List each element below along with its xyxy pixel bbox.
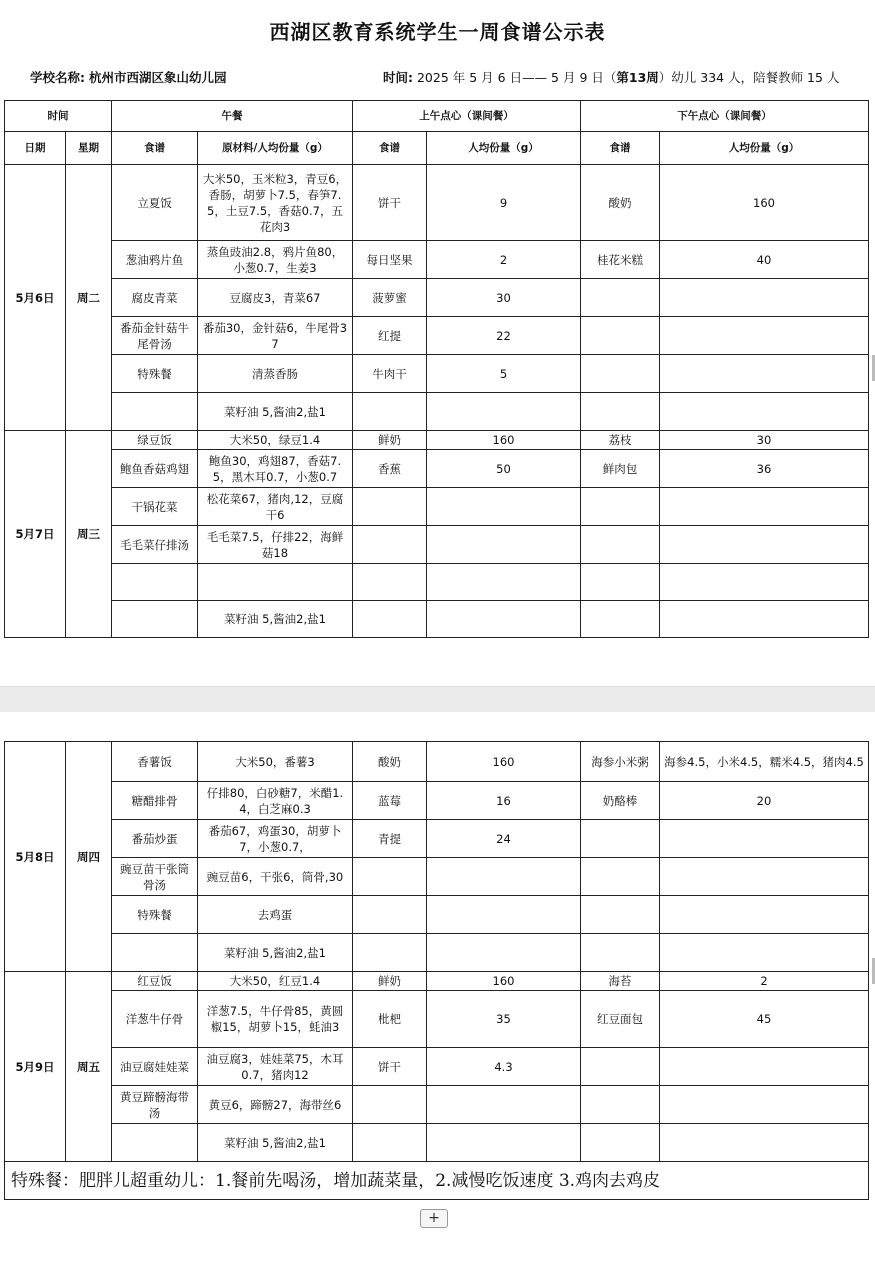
menu-row [5, 896, 869, 934]
menu-row [5, 355, 869, 393]
pm-snack [581, 601, 660, 638]
lunch-dish: 干锅花菜 [112, 488, 198, 526]
lunch-dish: 糖醋排骨 [112, 782, 198, 820]
menu-row [5, 601, 869, 638]
pm-amount [660, 393, 869, 431]
am-snack: 每日坚果 [353, 241, 427, 279]
lunch-ingredients [198, 564, 353, 601]
am-snack: 酸奶 [353, 742, 427, 782]
menu-row [5, 1048, 869, 1086]
menu-row [5, 488, 869, 526]
am-snack [353, 488, 427, 526]
lunch-ingredients: 毛毛菜7.5，仔排22，海鲜菇18 [198, 526, 353, 564]
lunch-ingredients: 清蒸香肠 [198, 355, 353, 393]
note-row [5, 1162, 869, 1200]
lunch-ingredients: 大米50，绿豆1.4 [198, 431, 353, 450]
pm-snack: 奶酪棒 [581, 782, 660, 820]
pm-amount [660, 858, 869, 896]
lunch-ingredients: 豌豆苗6，干张6，筒骨,30 [198, 858, 353, 896]
date-cell: 5月9日 [5, 972, 66, 1162]
pm-amount [660, 601, 869, 638]
lunch-dish [112, 601, 198, 638]
head-counts: ）幼儿 334 人，陪餐教师 15 人 [658, 70, 840, 85]
am-snack [353, 564, 427, 601]
pm-snack [581, 934, 660, 972]
header-pm-snack: 下午点心（课间餐） [581, 101, 869, 132]
menu-row [5, 393, 869, 431]
am-snack: 饼干 [353, 1048, 427, 1086]
school-label: 学校名称: [30, 70, 85, 85]
am-snack [353, 393, 427, 431]
pm-amount: 40 [660, 241, 869, 279]
am-amount [427, 896, 581, 934]
pm-snack: 荔枝 [581, 431, 660, 450]
lunch-dish: 豌豆苗干张筒骨汤 [112, 858, 198, 896]
lunch-dish: 香薯饭 [112, 742, 198, 782]
am-snack [353, 526, 427, 564]
am-snack [353, 896, 427, 934]
am-amount: 160 [427, 431, 581, 450]
add-page-button[interactable]: + [420, 1209, 448, 1228]
am-snack [353, 601, 427, 638]
pm-snack [581, 1124, 660, 1162]
pm-snack [581, 279, 660, 317]
am-amount: 30 [427, 279, 581, 317]
menu-row [5, 991, 869, 1048]
am-amount: 24 [427, 820, 581, 858]
time-range: 2025 年 5 月 6 日—— 5 月 9 日（ [416, 70, 617, 85]
lunch-ingredients: 去鸡蛋 [198, 896, 353, 934]
pm-amount [660, 1048, 869, 1086]
menu-row [5, 450, 869, 488]
lunch-ingredients: 菜籽油 5,酱油2,盐1 [198, 601, 353, 638]
pm-snack: 海苔 [581, 972, 660, 991]
lunch-dish: 洋葱牛仔骨 [112, 991, 198, 1048]
lunch-ingredients: 大米50，玉米粒3，青豆6，香肠，胡萝卜7.5，春笋7.5，土豆7.5，香菇0.7，五花肉3 [198, 165, 353, 241]
header-am-per-person: 人均份量（g） [427, 132, 581, 165]
menu-row [5, 1124, 869, 1162]
am-amount: 2 [427, 241, 581, 279]
lunch-ingredients: 大米50，番薯3 [198, 742, 353, 782]
lunch-dish: 葱油鸦片鱼 [112, 241, 198, 279]
am-amount: 160 [427, 742, 581, 782]
am-amount [427, 1086, 581, 1124]
header-lunch: 午餐 [112, 101, 353, 132]
menu-row [5, 241, 869, 279]
am-amount [427, 488, 581, 526]
week-number: 第13周 [616, 70, 659, 85]
am-snack: 枇杷 [353, 991, 427, 1048]
am-amount: 35 [427, 991, 581, 1048]
pm-snack [581, 488, 660, 526]
pm-snack [581, 526, 660, 564]
pm-amount [660, 1124, 869, 1162]
menu-row [5, 858, 869, 896]
menu-row [5, 934, 869, 972]
lunch-ingredients: 鲍鱼30，鸡翅87，香菇7.5，黑木耳0.7，小葱0.7 [198, 450, 353, 488]
date-info [383, 68, 839, 86]
lunch-ingredients: 油豆腐3，娃娃菜75，木耳0.7，猪肉12 [198, 1048, 353, 1086]
am-snack [353, 1086, 427, 1124]
lunch-dish: 特殊餐 [112, 896, 198, 934]
am-amount: 5 [427, 355, 581, 393]
lunch-dish [112, 564, 198, 601]
header-date: 日期 [5, 132, 66, 165]
pm-amount [660, 488, 869, 526]
time-label: 时间: [383, 70, 413, 85]
school-name: 杭州市西湖区象山幼儿园 [88, 70, 227, 85]
pm-snack [581, 564, 660, 601]
pm-amount: 36 [660, 450, 869, 488]
header-pm-per-person: 人均份量（g） [660, 132, 869, 165]
header-am-recipe: 食谱 [353, 132, 427, 165]
am-amount: 160 [427, 972, 581, 991]
lunch-dish: 番茄炒蛋 [112, 820, 198, 858]
header-am-snack: 上午点心（课间餐） [353, 101, 581, 132]
pm-snack [581, 1048, 660, 1086]
am-amount [427, 858, 581, 896]
lunch-ingredients: 松花菜67，猪肉,12，豆腐干6 [198, 488, 353, 526]
am-amount: 4.3 [427, 1048, 581, 1086]
am-snack: 鲜奶 [353, 972, 427, 991]
page-title: 西湖区教育系统学生一周食谱公示表 [269, 20, 606, 44]
header-lunch-recipe: 食谱 [112, 132, 198, 165]
pm-amount [660, 564, 869, 601]
header-ingredients: 原材料/人均份量（g） [198, 132, 353, 165]
am-amount [427, 564, 581, 601]
menu-row [5, 564, 869, 601]
lunch-ingredients: 大米50，红豆1.4 [198, 972, 353, 991]
lunch-ingredients: 番茄67，鸡蛋30，胡萝卜7，小葱0.7， [198, 820, 353, 858]
date-cell: 5月6日 [5, 165, 66, 431]
lunch-dish: 毛毛菜仔排汤 [112, 526, 198, 564]
pm-snack: 桂花米糕 [581, 241, 660, 279]
pm-snack [581, 820, 660, 858]
am-snack: 鲜奶 [353, 431, 427, 450]
am-snack [353, 934, 427, 972]
lunch-dish: 绿豆饭 [112, 431, 198, 450]
menu-table-part-2 [4, 741, 869, 1200]
lunch-dish: 特殊餐 [112, 355, 198, 393]
weekday-cell: 周三 [66, 431, 112, 638]
header-pm-recipe: 食谱 [581, 132, 660, 165]
lunch-ingredients: 豆腐皮3，青菜67 [198, 279, 353, 317]
weekday-cell: 周二 [66, 165, 112, 431]
menu-table-part-1 [4, 100, 869, 638]
pm-amount [660, 934, 869, 972]
am-snack [353, 858, 427, 896]
am-amount [427, 601, 581, 638]
date-cell: 5月7日 [5, 431, 66, 638]
pm-snack [581, 355, 660, 393]
lunch-ingredients: 仔排80，白砂糖7，米醋1.4，白芝麻0.3 [198, 782, 353, 820]
page-separator [0, 686, 875, 714]
header-weekday: 星期 [66, 132, 112, 165]
lunch-ingredients: 洋葱7.5，牛仔骨85，黄圆椒15，胡萝卜15，蚝油3 [198, 991, 353, 1048]
am-amount: 22 [427, 317, 581, 355]
am-snack: 青提 [353, 820, 427, 858]
date-cell: 5月8日 [5, 742, 66, 972]
am-snack: 菠萝蜜 [353, 279, 427, 317]
menu-row [5, 972, 869, 991]
pm-amount: 30 [660, 431, 869, 450]
lunch-ingredients: 蒸鱼豉油2.8，鸦片鱼80，小葱0.7，生姜3 [198, 241, 353, 279]
pm-amount [660, 355, 869, 393]
pm-amount: 45 [660, 991, 869, 1048]
lunch-dish: 油豆腐娃娃菜 [112, 1048, 198, 1086]
lunch-dish: 腐皮青菜 [112, 279, 198, 317]
school-info [30, 68, 227, 86]
pm-amount [660, 317, 869, 355]
pm-amount: 2 [660, 972, 869, 991]
lunch-ingredients: 黄豆6，蹄髈27，海带丝6 [198, 1086, 353, 1124]
am-snack: 牛肉干 [353, 355, 427, 393]
menu-row [5, 820, 869, 858]
menu-row [5, 165, 869, 241]
menu-row [5, 526, 869, 564]
pm-snack [581, 896, 660, 934]
pm-snack: 红豆面包 [581, 991, 660, 1048]
pm-snack [581, 858, 660, 896]
lunch-dish: 黄豆蹄髈海带汤 [112, 1086, 198, 1124]
pm-amount [660, 279, 869, 317]
am-snack: 蓝莓 [353, 782, 427, 820]
lunch-dish [112, 1124, 198, 1162]
menu-row [5, 1086, 869, 1124]
am-amount [427, 1124, 581, 1162]
am-snack: 香蕉 [353, 450, 427, 488]
menu-row [5, 742, 869, 782]
lunch-dish [112, 934, 198, 972]
lunch-ingredients: 菜籽油 5,酱油2,盐1 [198, 1124, 353, 1162]
pm-amount: 海参4.5，小米4.5，糯米4.5，猪肉4.5 [660, 742, 869, 782]
pm-amount [660, 820, 869, 858]
lunch-dish: 立夏饭 [112, 165, 198, 241]
lunch-dish: 鲍鱼香菇鸡翅 [112, 450, 198, 488]
am-amount [427, 526, 581, 564]
lunch-dish: 红豆饭 [112, 972, 198, 991]
am-amount: 16 [427, 782, 581, 820]
lunch-ingredients: 番茄30，金针菇6，牛尾骨37 [198, 317, 353, 355]
weekday-cell: 周四 [66, 742, 112, 972]
menu-row [5, 279, 869, 317]
am-snack [353, 1124, 427, 1162]
pm-snack [581, 317, 660, 355]
am-amount [427, 934, 581, 972]
pm-amount [660, 526, 869, 564]
lunch-ingredients: 菜籽油 5,酱油2,盐1 [198, 934, 353, 972]
lunch-dish: 番茄金针菇牛尾骨汤 [112, 317, 198, 355]
pm-amount [660, 1086, 869, 1124]
am-amount [427, 393, 581, 431]
menu-row [5, 317, 869, 355]
special-meal-note: 特殊餐：肥胖儿超重幼儿：1.餐前先喝汤，增加蔬菜量，2.减慢吃饭速度 3.鸡肉去鸡皮 [5, 1162, 869, 1200]
header-time: 时间 [5, 101, 112, 132]
menu-row [5, 431, 869, 450]
pm-snack: 酸奶 [581, 165, 660, 241]
lunch-ingredients: 菜籽油 5,酱油2,盐1 [198, 393, 353, 431]
weekday-cell: 周五 [66, 972, 112, 1162]
pm-snack: 鲜肉包 [581, 450, 660, 488]
pm-snack [581, 393, 660, 431]
am-amount: 9 [427, 165, 581, 241]
pm-snack: 海参小米粥 [581, 742, 660, 782]
pm-snack [581, 1086, 660, 1124]
lunch-dish [112, 393, 198, 431]
menu-row [5, 782, 869, 820]
am-snack: 红提 [353, 317, 427, 355]
am-snack: 饼干 [353, 165, 427, 241]
pm-amount: 20 [660, 782, 869, 820]
am-amount: 50 [427, 450, 581, 488]
pm-amount: 160 [660, 165, 869, 241]
pm-amount [660, 896, 869, 934]
